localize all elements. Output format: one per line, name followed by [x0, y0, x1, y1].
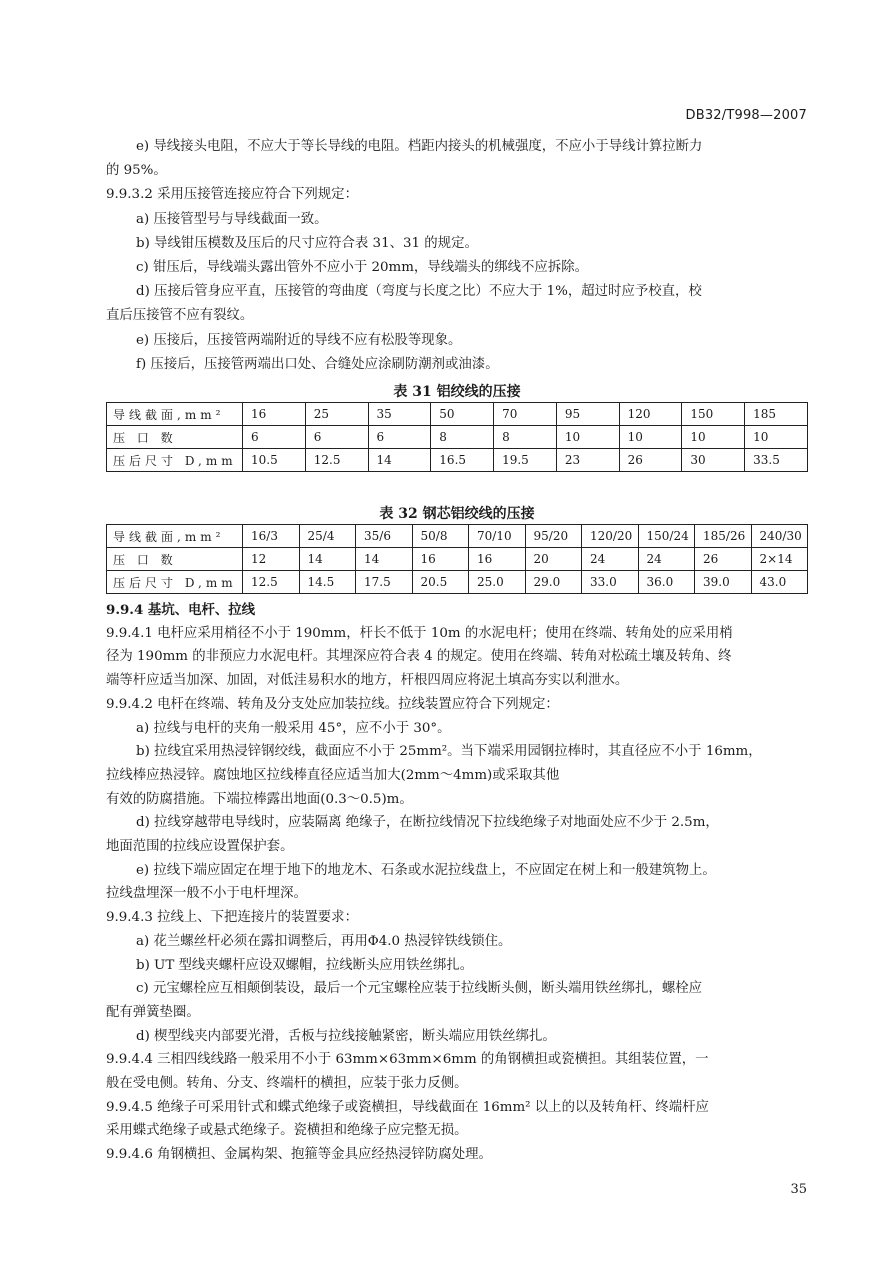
table-row	[107, 548, 808, 571]
text-line: 9.9.4 基坑、电杆、拉线	[106, 602, 256, 618]
table-cell: 8	[431, 426, 494, 449]
text-line: 9.9.4.3 拉线上、下把连接片的装置要求：	[106, 910, 358, 926]
table-cell: 120/20	[582, 525, 639, 548]
row-label: 压后尺寸 D,mm	[107, 571, 243, 594]
text-line: 采用蝶式绝缘子或悬式绝缘子。瓷横担和绝缘子应完整无损。	[106, 1123, 468, 1139]
text-line: 9.9.4.4 三相四线线路一般采用不小于 63mm×63mm×6mm 的角钢横担或瓷横担。其组装位置，一	[106, 1052, 709, 1068]
text-line: 径为 190mm 的非预应力水泥电杆。其埋深应符合表 4 的规定。使用在终端、转角对松疏土壤及转角、终	[106, 649, 732, 665]
table-cell: 240/30	[751, 525, 808, 548]
table-row	[107, 403, 808, 426]
table-cell: 95	[556, 403, 619, 426]
table-cell: 20	[525, 548, 582, 571]
text-line: 9.9.4.1 电杆应采用梢径不小于 190mm，杆长不低于 10m 的水泥电杆；使用在终端、转角处的应采用梢	[106, 625, 733, 641]
table-cell: 150/24	[638, 525, 695, 548]
table-cell: 20.5	[412, 571, 469, 594]
table-row	[107, 449, 808, 472]
table-cell: 8	[494, 426, 557, 449]
text-line: b) 导线钳压模数及压后的尺寸应符合表 31、31 的规定。	[136, 235, 478, 251]
text-line: d) 楔型线夹内部要光滑，舌板与拉线接触紧密，断头端应用铁丝绑扎。	[136, 1028, 556, 1044]
row-label: 压后尺寸 D,mm	[107, 449, 243, 472]
text-line: 直后压接管不应有裂纹。	[106, 308, 254, 324]
table-cell: 16	[243, 403, 306, 426]
table-cell: 50/8	[412, 525, 469, 548]
table-cell: 70/10	[469, 525, 526, 548]
table-cell: 10	[745, 426, 808, 449]
table-cell: 35	[368, 403, 431, 426]
table-cell: 39.0	[695, 571, 752, 594]
table-cell: 26	[619, 449, 682, 472]
table-cell: 6	[243, 426, 306, 449]
text-line: d) 压接后管身应平直，压接管的弯曲度（弯度与长度之比）不应大于 1%，超过时应予校直，校	[136, 284, 702, 300]
table-cell: 25	[305, 403, 368, 426]
text-line: e) 拉线下端应固定在埋于地下的地龙木、石条或水泥拉线盘上，不应固定在树上和一般建筑物上。	[136, 862, 716, 878]
table-cell: 10	[682, 426, 745, 449]
table31-aluminum-strand-crimping	[106, 402, 808, 472]
text-line: 9.9.3.2 采用压接管连接应符合下列规定：	[106, 187, 358, 203]
table-row	[107, 571, 808, 594]
table-row	[107, 426, 808, 449]
table-cell: 16	[412, 548, 469, 571]
text-line: b) UT 型线夹螺杆应设双螺帽，拉线断头应用铁丝绑扎。	[136, 957, 474, 973]
table-cell: 12.5	[305, 449, 368, 472]
text-line: c) 钳压后，导线端头露出管外不应小于 20mm，导线端头的绑线不应拆除。	[136, 260, 588, 275]
row-label: 导线截面,mm²	[107, 525, 243, 548]
table-cell: 43.0	[751, 571, 808, 594]
table-cell: 12	[243, 548, 300, 571]
table-cell: 150	[682, 403, 745, 426]
text-line: 9.9.4.5 绝缘子可采用针式和蝶式绝缘子或瓷横担，导线截面在 16mm² 以上的以及转角杆、终端杆应	[106, 1099, 709, 1115]
text-line: a) 拉线与电杆的夹角一般采用 45°，应不小于 30°。	[136, 720, 451, 736]
table-cell: 29.0	[525, 571, 582, 594]
text-line: 配有弹簧垫圈。	[106, 1004, 200, 1020]
text-line: 地面范围的拉线应设置保护套。	[106, 839, 294, 854]
table-cell: 33.0	[582, 571, 639, 594]
table-cell: 24	[582, 548, 639, 571]
table32-steel-core-aluminum-crimping	[106, 524, 808, 594]
text-line: 般在受电侧。转角、分支、终端杆的横担，应装于张力反侧。	[106, 1076, 468, 1091]
table-row	[107, 525, 808, 548]
table31-caption: 表 31 铝绞线的压接	[393, 384, 521, 400]
table-cell: 19.5	[494, 449, 557, 472]
table-cell: 36.0	[638, 571, 695, 594]
table-cell: 14	[356, 548, 413, 571]
text-line: f) 压接后，压接管两端出口处、合缝处应涂刷防潮剂或油漆。	[136, 356, 499, 372]
table-cell: 95/20	[525, 525, 582, 548]
text-line: 的 95%。	[106, 163, 167, 179]
table-cell: 185/26	[695, 525, 752, 548]
row-label: 压 口 数	[107, 426, 243, 449]
table-cell: 26	[695, 548, 752, 571]
table-cell: 10	[619, 426, 682, 449]
table-cell: 50	[431, 403, 494, 426]
table-cell: 25/4	[299, 525, 356, 548]
table-cell: 30	[682, 449, 745, 472]
table-cell: 6	[368, 426, 431, 449]
text-line: e) 导线接头电阻，不应大于等长导线的电阻。档距内接头的机械强度，不应小于导线计算拉断力	[136, 139, 703, 154]
table-cell: 16	[469, 548, 526, 571]
text-line: 拉线盘埋深一般不小于电杆埋深。	[106, 886, 307, 902]
table-cell: 33.5	[745, 449, 808, 472]
text-line: 端等杆应适当加深、加固，对低洼易积水的地方，杆根四周应将泥土填高夯实以利泄水。	[106, 673, 629, 689]
table-cell: 17.5	[356, 571, 413, 594]
table-cell: 23	[556, 449, 619, 472]
text-line: d) 拉线穿越带电导线时，应装隔离 绝缘子，在断拉线情况下拉线绝缘子对地面处应不少于 2.5m，	[136, 815, 719, 831]
text-line: 9.9.4.6 角钢横担、金属构架、抱箍等金具应经热浸锌防腐处理。	[106, 1147, 492, 1163]
table-cell: 10.5	[243, 449, 306, 472]
table-cell: 16/3	[243, 525, 300, 548]
table32-caption: 表 32 钢芯铝绞线的压接	[379, 506, 535, 522]
table-cell: 14.5	[299, 571, 356, 594]
table-cell: 14	[299, 548, 356, 571]
table-cell: 24	[638, 548, 695, 571]
text-line: 有效的防腐措施。下端拉棒露出地面(0.3～0.5)m。	[106, 791, 413, 807]
table-cell: 12.5	[243, 571, 300, 594]
row-label: 压 口 数	[107, 548, 243, 571]
text-line: c) 元宝螺栓应互相颠倒装设，最后一个元宝螺栓应装于拉线断头侧，断头端用铁丝绑扎，螺栓应	[136, 981, 702, 997]
table-cell: 2×14	[751, 548, 808, 571]
table-cell: 10	[556, 426, 619, 449]
page-number: 35	[790, 1182, 807, 1197]
text-line: a) 压接管型号与导线截面一致。	[136, 211, 328, 227]
text-line: b) 拉线宜采用热浸锌钢绞线，截面应不小于 25mm²。当下端采用园钢拉棒时，其直径应不小于 16mm，	[136, 744, 762, 760]
document-code-header: DB32/T998—2007	[685, 108, 807, 123]
table-cell: 70	[494, 403, 557, 426]
table-cell: 16.5	[431, 449, 494, 472]
table-cell: 14	[368, 449, 431, 472]
text-line: 9.9.4.2 电杆在终端、转角及分支处应加装拉线。拉线装置应符合下列规定：	[106, 696, 559, 712]
table-cell: 6	[305, 426, 368, 449]
text-line: 拉线棒应热浸锌。腐蚀地区拉线棒直径应适当加大(2mm～4mm)或采取其他	[106, 767, 560, 783]
table-cell: 35/6	[356, 525, 413, 548]
text-line: a) 花兰螺丝杆必须在露扣调整后，再用Φ4.0 热浸锌铁线锁住。	[136, 933, 512, 949]
table-cell: 185	[745, 403, 808, 426]
row-label: 导线截面,mm²	[107, 403, 243, 426]
table-cell: 25.0	[469, 571, 526, 594]
table-cell: 120	[619, 403, 682, 426]
text-line: e) 压接后，压接管两端附近的导线不应有松股等现象。	[136, 332, 462, 348]
